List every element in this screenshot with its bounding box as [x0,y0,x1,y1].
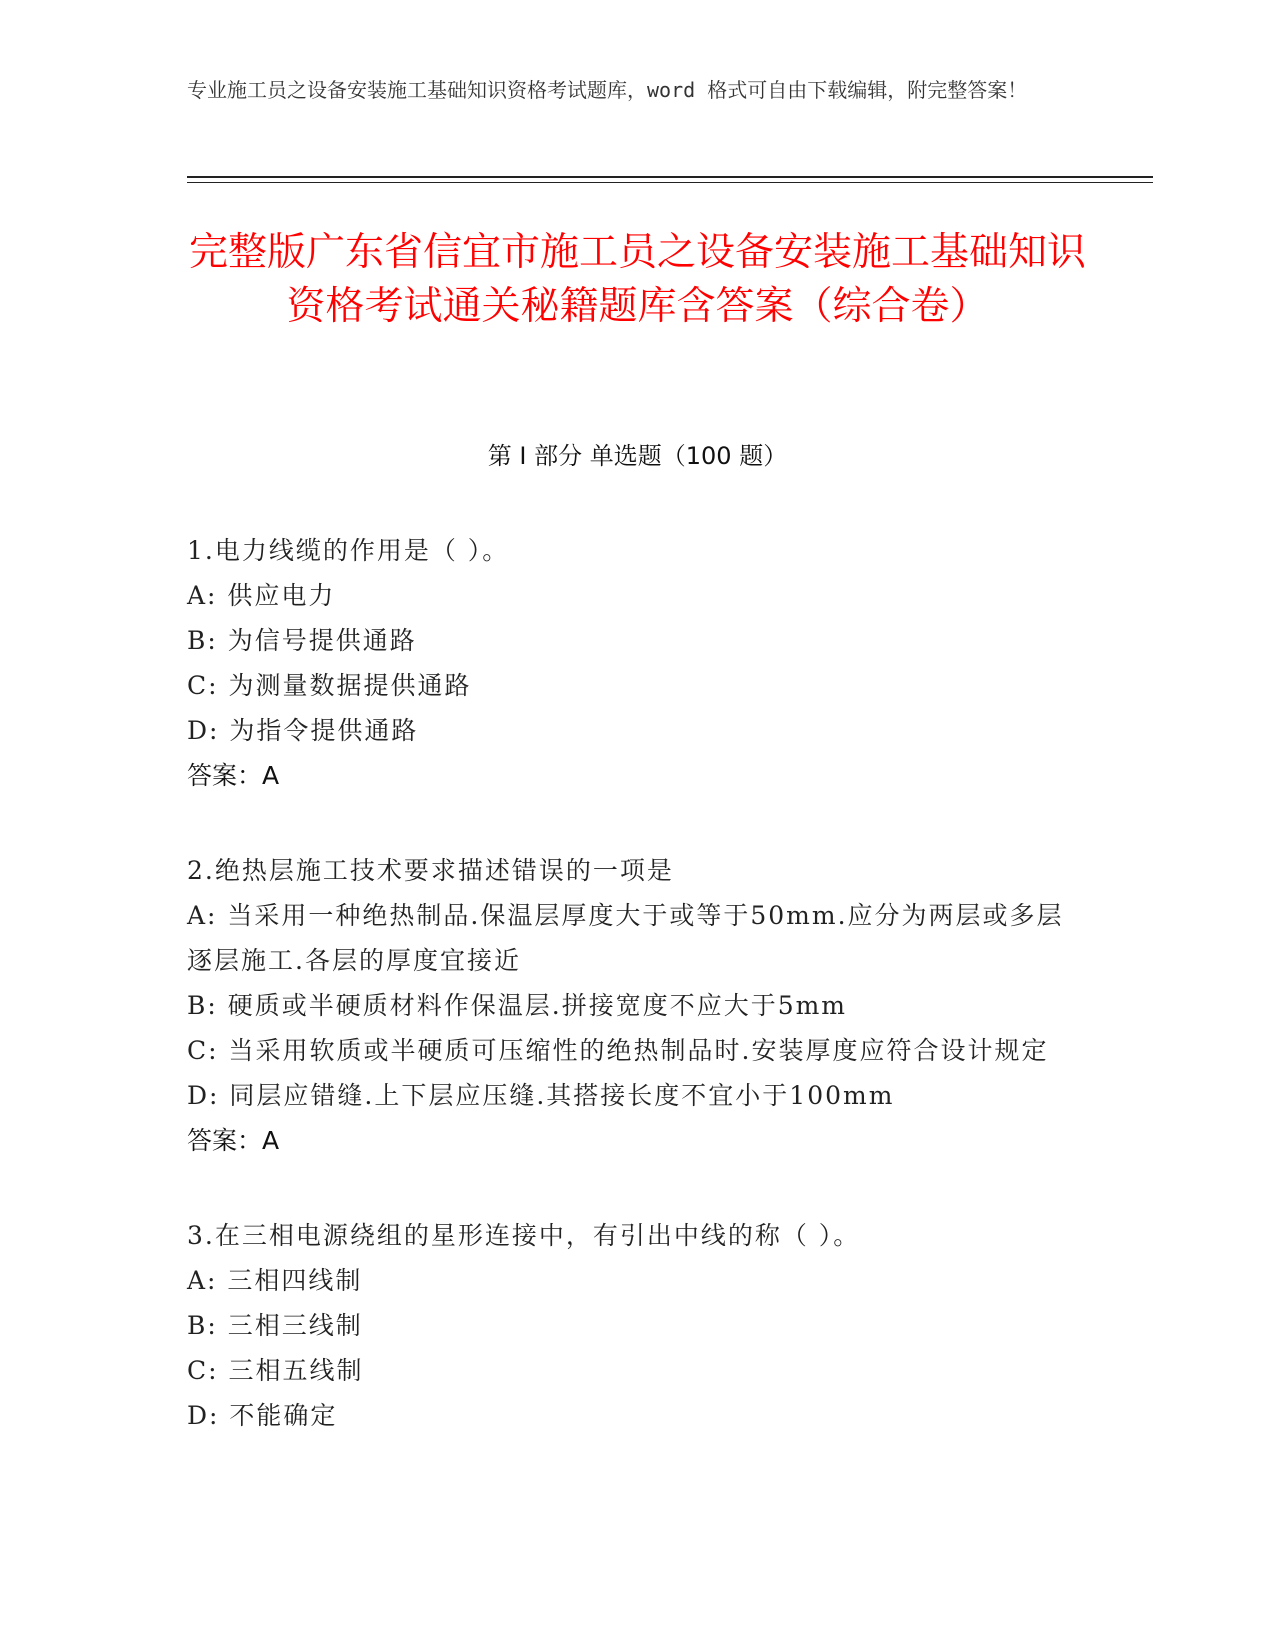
question-list [187,528,1087,1488]
document-title: 完整版广东省信宜市施工员之设备安装施工基础知识资格考试通关秘籍题库含答案（综合卷） [188,230,1086,329]
option-a: A: 当采用一种绝热制品.保温层厚度大于或等于50mm.应分为两层或多层逐层施工.各层的厚度宜接近 [187,901,1064,975]
section-heading: 第 I 部分 单选题（100 题） [487,442,788,470]
header-note: 专业施工员之设备安装施工基础知识资格考试题库，word 格式可自由下载编辑，附完整答案！ [187,78,1028,102]
option-b: B: 硬质或半硬质材料作保温层.拼接宽度不应大于5mm [187,991,848,1020]
option-c: C: 为测量数据提供通路 [187,671,472,700]
option-d: D: 不能确定 [187,1401,338,1430]
question-stem: 2.绝热层施工技术要求描述错误的一项是 [187,856,674,885]
question-2 [187,848,1087,1163]
option-d: D: 同层应错缝.上下层应压缝.其搭接长度不宜小于100mm [187,1081,895,1110]
option-a: A: 三相四线制 [187,1266,363,1295]
option-d: D: 为指令提供通路 [187,716,419,745]
question-1 [187,528,1087,798]
question-3 [187,1213,1087,1438]
option-b: B: 三相三线制 [187,1311,363,1340]
option-b: B: 为信号提供通路 [187,626,417,655]
option-c: C: 当采用软质或半硬质可压缩性的绝热制品时.安装厚度应符合设计规定 [187,1036,1049,1065]
question-stem: 1.电力线缆的作用是（ ）。 [187,536,510,565]
option-c: C: 三相五线制 [187,1356,364,1385]
header-divider-thick [187,176,1153,178]
option-a: A: 供应电力 [187,581,336,610]
answer-line: 答案：A [187,761,280,790]
header-divider-thin [187,182,1153,183]
question-stem: 3.在三相电源绕组的星形连接中，有引出中线的称（ ）。 [187,1221,861,1250]
answer-line: 答案：A [187,1126,280,1155]
